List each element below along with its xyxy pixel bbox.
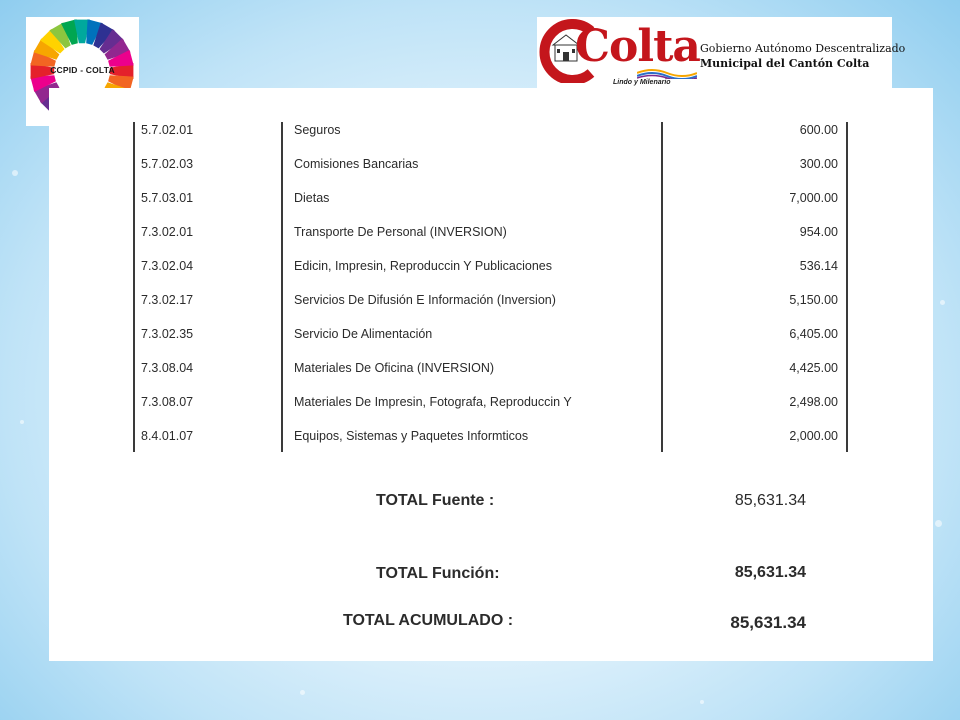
account-code: 5.7.03.01 [141, 191, 194, 205]
account-description: Equipos, Sistemas y Paquetes Informticos [294, 429, 529, 443]
total-funcion-label: TOTAL Función: [376, 565, 500, 582]
account-description: Servicios De Difusión E Información (Inversion) [294, 293, 556, 307]
gad-name-line1: Gobierno Autónomo Descentralizado [700, 42, 906, 55]
table-row [49, 224, 933, 258]
table-row [49, 292, 933, 326]
background-sparkle [935, 520, 942, 527]
total-fuente-label: TOTAL Fuente : [376, 492, 495, 509]
total-acumulado-value: 85,631.34 [730, 613, 806, 632]
colta-logo [537, 17, 906, 88]
account-amount: 7,000.00 [789, 191, 838, 205]
total-acumulado-label: TOTAL ACUMULADO : [343, 612, 514, 629]
background-sparkle [300, 690, 305, 695]
account-code: 7.3.02.04 [141, 259, 194, 273]
account-amount: 954.00 [799, 225, 838, 239]
table-row [49, 258, 933, 292]
account-code: 7.3.08.04 [141, 361, 194, 375]
account-code: 5.7.02.01 [141, 123, 194, 137]
account-amount: 2,000.00 [789, 429, 838, 443]
table-row [49, 156, 933, 190]
account-code: 5.7.02.03 [141, 157, 194, 171]
table-row [49, 122, 933, 156]
account-description: Edicin, Impresin, Reproduccin Y Publicaciones [294, 259, 553, 273]
account-description: Seguros [294, 123, 341, 137]
table-row [49, 360, 933, 394]
colta-wave-icon [637, 67, 697, 79]
colta-wordmark [575, 21, 700, 72]
account-code: 8.4.01.07 [141, 429, 194, 443]
colta-wordmark-text: Colta [575, 21, 700, 72]
account-description: Transporte De Personal (INVERSION) [294, 225, 507, 239]
account-code: 7.3.02.17 [141, 293, 194, 307]
account-description: Servicio De Alimentación [294, 327, 433, 341]
account-amount: 5,150.00 [789, 293, 838, 307]
account-amount: 4,425.00 [789, 361, 838, 375]
account-amount: 536.14 [799, 259, 838, 273]
account-amount: 2,498.00 [789, 395, 838, 409]
account-amount: 600.00 [799, 123, 838, 137]
table-row [49, 428, 933, 462]
table-row [49, 190, 933, 224]
table-row [49, 326, 933, 360]
budget-sheet [49, 88, 933, 661]
account-amount: 6,405.00 [789, 327, 838, 341]
gad-name-line2: Municipal del Cantón Colta [700, 57, 870, 70]
table-row [49, 394, 933, 428]
total-funcion-value: 85,631.34 [734, 564, 806, 581]
account-description: Dietas [294, 191, 330, 205]
account-code: 7.3.02.35 [141, 327, 194, 341]
background-sparkle [20, 420, 24, 424]
background-sparkle [700, 700, 704, 704]
ccpid-logo-text: CCPID - COLTA [50, 65, 115, 75]
total-fuente-value: 85,631.34 [734, 492, 806, 509]
account-code: 7.3.02.01 [141, 225, 194, 239]
background-sparkle [12, 170, 18, 176]
account-description: Materiales De Impresin, Fotografa, Reproduccin Y [294, 395, 572, 409]
account-code: 7.3.08.07 [141, 395, 194, 409]
account-description: Materiales De Oficina (INVERSION) [294, 361, 495, 375]
account-amount: 300.00 [799, 157, 838, 171]
account-description: Comisiones Bancarias [294, 157, 419, 171]
colta-tagline: Lindo y Milenario [613, 79, 671, 86]
background-sparkle [940, 300, 945, 305]
